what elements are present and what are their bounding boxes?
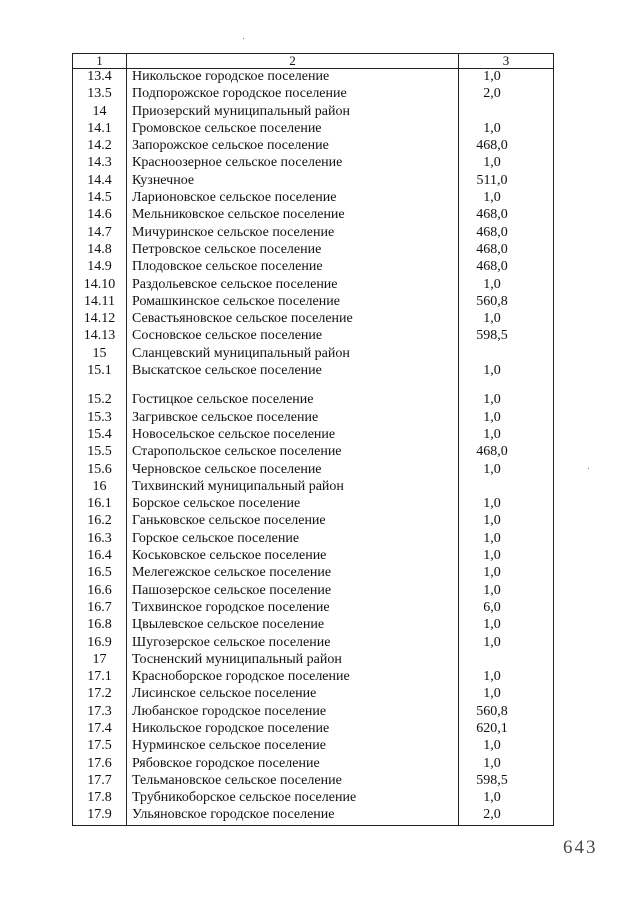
table-row bbox=[73, 380, 554, 392]
row-value: 1,0 bbox=[459, 738, 554, 755]
table-row bbox=[73, 363, 554, 380]
table-row bbox=[73, 583, 554, 600]
row-number bbox=[73, 380, 127, 392]
table-row bbox=[73, 311, 554, 328]
row-value: 1,0 bbox=[459, 496, 554, 513]
table-row bbox=[73, 531, 554, 548]
row-value: 598,5 bbox=[459, 328, 554, 345]
table-row bbox=[73, 496, 554, 513]
row-value: 1,0 bbox=[459, 410, 554, 427]
row-number: 14.4 bbox=[73, 173, 127, 190]
row-value: 1,0 bbox=[459, 155, 554, 172]
table-row bbox=[73, 410, 554, 427]
table-row bbox=[73, 790, 554, 807]
table-row bbox=[73, 686, 554, 703]
row-value: 6,0 bbox=[459, 600, 554, 617]
row-number: 14.6 bbox=[73, 207, 127, 224]
row-value bbox=[459, 479, 554, 496]
row-value: 468,0 bbox=[459, 242, 554, 259]
settlement-name: Борское сельское поселение bbox=[127, 496, 459, 513]
header-col-2: 2 bbox=[127, 54, 459, 69]
table-row bbox=[73, 242, 554, 259]
row-number: 14.5 bbox=[73, 190, 127, 207]
row-value: 1,0 bbox=[459, 756, 554, 773]
row-value: 620,1 bbox=[459, 721, 554, 738]
row-number: 15.2 bbox=[73, 392, 127, 409]
row-value: 2,0 bbox=[459, 86, 554, 103]
table-row bbox=[73, 138, 554, 155]
row-value: 468,0 bbox=[459, 259, 554, 276]
settlement-name: Старопольское сельское поселение bbox=[127, 444, 459, 461]
table-row bbox=[73, 548, 554, 565]
row-number: 14.13 bbox=[73, 328, 127, 345]
settlement-name: Любанское городское поселение bbox=[127, 704, 459, 721]
row-number: 13.4 bbox=[73, 69, 127, 87]
settlement-name: Рябовское городское поселение bbox=[127, 756, 459, 773]
row-number: 14.1 bbox=[73, 121, 127, 138]
row-number: 14.11 bbox=[73, 294, 127, 311]
settlement-name: Никольское городское поселение bbox=[127, 721, 459, 738]
row-number: 17.6 bbox=[73, 756, 127, 773]
settlement-name: Сосновское сельское поселение bbox=[127, 328, 459, 345]
row-number: 17.9 bbox=[73, 807, 127, 825]
settlement-name: Ромашкинское сельское поселение bbox=[127, 294, 459, 311]
table-row bbox=[73, 69, 554, 87]
settlement-name: Мелегежское сельское поселение bbox=[127, 565, 459, 582]
table-row bbox=[73, 513, 554, 530]
row-value: 1,0 bbox=[459, 190, 554, 207]
row-value: 1,0 bbox=[459, 790, 554, 807]
table-row bbox=[73, 635, 554, 652]
settlement-name: Шугозерское сельское поселение bbox=[127, 635, 459, 652]
settlement-name bbox=[127, 380, 459, 392]
settlement-name: Загривское сельское поселение bbox=[127, 410, 459, 427]
settlement-name: Коськовское сельское поселение bbox=[127, 548, 459, 565]
row-value: 468,0 bbox=[459, 225, 554, 242]
settlement-name: Подпорожское городское поселение bbox=[127, 86, 459, 103]
row-value bbox=[459, 346, 554, 363]
settlement-name: Выскатское сельское поселение bbox=[127, 363, 459, 380]
row-value: 1,0 bbox=[459, 583, 554, 600]
scan-speck bbox=[588, 468, 589, 469]
row-number: 17.8 bbox=[73, 790, 127, 807]
row-value: 2,0 bbox=[459, 807, 554, 825]
header-col-1: 1 bbox=[73, 54, 127, 69]
settlement-name: Красноборское городское поселение bbox=[127, 669, 459, 686]
settlement-name: Севастьяновское сельское поселение bbox=[127, 311, 459, 328]
table-row bbox=[73, 444, 554, 461]
table-row bbox=[73, 565, 554, 582]
row-number: 17.1 bbox=[73, 669, 127, 686]
row-value: 598,5 bbox=[459, 773, 554, 790]
table-row bbox=[73, 207, 554, 224]
table-row bbox=[73, 721, 554, 738]
table-row bbox=[73, 427, 554, 444]
table-row bbox=[73, 669, 554, 686]
table-row bbox=[73, 104, 554, 121]
table-row bbox=[73, 652, 554, 669]
table-row bbox=[73, 190, 554, 207]
row-number: 17.5 bbox=[73, 738, 127, 755]
row-number: 15.3 bbox=[73, 410, 127, 427]
settlement-name: Приозерский муниципальный район bbox=[127, 104, 459, 121]
row-value: 1,0 bbox=[459, 635, 554, 652]
table-row bbox=[73, 756, 554, 773]
settlement-name: Мичуринское сельское поселение bbox=[127, 225, 459, 242]
row-number: 16.4 bbox=[73, 548, 127, 565]
row-value: 1,0 bbox=[459, 427, 554, 444]
row-number: 14.10 bbox=[73, 277, 127, 294]
page-number: 643 bbox=[563, 837, 598, 858]
row-value: 1,0 bbox=[459, 462, 554, 479]
settlement-name: Гостицкое сельское поселение bbox=[127, 392, 459, 409]
settlement-name: Сланцевский муниципальный район bbox=[127, 346, 459, 363]
row-value: 1,0 bbox=[459, 69, 554, 87]
row-number: 17.3 bbox=[73, 704, 127, 721]
settlement-name: Запорожское сельское поселение bbox=[127, 138, 459, 155]
row-value: 468,0 bbox=[459, 444, 554, 461]
table-row bbox=[73, 294, 554, 311]
row-number: 14.2 bbox=[73, 138, 127, 155]
row-value: 560,8 bbox=[459, 704, 554, 721]
table-row bbox=[73, 277, 554, 294]
row-number: 15.1 bbox=[73, 363, 127, 380]
table-row bbox=[73, 328, 554, 345]
row-value: 1,0 bbox=[459, 311, 554, 328]
settlement-name: Цвылевское сельское поселение bbox=[127, 617, 459, 634]
row-value: 1,0 bbox=[459, 121, 554, 138]
table-row bbox=[73, 86, 554, 103]
row-number: 13.5 bbox=[73, 86, 127, 103]
table-row bbox=[73, 173, 554, 190]
settlement-name: Ларионовское сельское поселение bbox=[127, 190, 459, 207]
settlement-name: Плодовское сельское поселение bbox=[127, 259, 459, 276]
settlement-name: Тихвинское городское поселение bbox=[127, 600, 459, 617]
settlement-name: Горское сельское поселение bbox=[127, 531, 459, 548]
settlement-name: Тельмановское сельское поселение bbox=[127, 773, 459, 790]
table-row bbox=[73, 346, 554, 363]
row-value: 1,0 bbox=[459, 363, 554, 380]
row-number: 16.2 bbox=[73, 513, 127, 530]
table-row bbox=[73, 773, 554, 790]
row-number: 14.3 bbox=[73, 155, 127, 172]
row-number: 16.6 bbox=[73, 583, 127, 600]
settlement-name: Громовское сельское поселение bbox=[127, 121, 459, 138]
table-row bbox=[73, 225, 554, 242]
table-body bbox=[73, 69, 554, 826]
table-row bbox=[73, 479, 554, 496]
row-value: 1,0 bbox=[459, 277, 554, 294]
row-value: 1,0 bbox=[459, 669, 554, 686]
settlement-name: Мельниковское сельское поселение bbox=[127, 207, 459, 224]
row-number: 15.5 bbox=[73, 444, 127, 461]
row-value: 1,0 bbox=[459, 617, 554, 634]
settlement-name: Красноозерное сельское поселение bbox=[127, 155, 459, 172]
row-value: 560,8 bbox=[459, 294, 554, 311]
settlement-name: Трубникоборское сельское поселение bbox=[127, 790, 459, 807]
table-row bbox=[73, 738, 554, 755]
row-number: 16.9 bbox=[73, 635, 127, 652]
row-number: 14.9 bbox=[73, 259, 127, 276]
row-value: 1,0 bbox=[459, 513, 554, 530]
settlement-name: Кузнечное bbox=[127, 173, 459, 190]
header-col-3: 3 bbox=[459, 54, 554, 69]
settlement-name: Черновское сельское поселение bbox=[127, 462, 459, 479]
row-number: 15.4 bbox=[73, 427, 127, 444]
row-value: 1,0 bbox=[459, 392, 554, 409]
row-number: 16.3 bbox=[73, 531, 127, 548]
row-number: 14.12 bbox=[73, 311, 127, 328]
row-value: 468,0 bbox=[459, 207, 554, 224]
row-number: 17.4 bbox=[73, 721, 127, 738]
row-value: 1,0 bbox=[459, 565, 554, 582]
table-row bbox=[73, 600, 554, 617]
row-number: 16.5 bbox=[73, 565, 127, 582]
row-number: 14.8 bbox=[73, 242, 127, 259]
row-value: 511,0 bbox=[459, 173, 554, 190]
settlement-name: Лисинское сельское поселение bbox=[127, 686, 459, 703]
settlement-name: Ульяновское городское поселение bbox=[127, 807, 459, 825]
row-number: 17 bbox=[73, 652, 127, 669]
row-value: 468,0 bbox=[459, 138, 554, 155]
settlements-table bbox=[72, 53, 554, 826]
row-value: 1,0 bbox=[459, 531, 554, 548]
table-row bbox=[73, 807, 554, 825]
table-row bbox=[73, 704, 554, 721]
row-number: 16.1 bbox=[73, 496, 127, 513]
row-value bbox=[459, 652, 554, 669]
row-number: 16.7 bbox=[73, 600, 127, 617]
settlement-name: Тосненский муниципальный район bbox=[127, 652, 459, 669]
table-row bbox=[73, 155, 554, 172]
row-number: 15.6 bbox=[73, 462, 127, 479]
table-row bbox=[73, 462, 554, 479]
table-row bbox=[73, 121, 554, 138]
table-row bbox=[73, 392, 554, 409]
table-row bbox=[73, 259, 554, 276]
settlement-name: Ганьковское сельское поселение bbox=[127, 513, 459, 530]
row-number: 16 bbox=[73, 479, 127, 496]
table-header-row bbox=[73, 54, 554, 69]
settlement-name: Никольское городское поселение bbox=[127, 69, 459, 87]
row-value: 1,0 bbox=[459, 548, 554, 565]
scan-speck bbox=[243, 38, 244, 39]
row-number: 17.7 bbox=[73, 773, 127, 790]
settlement-name: Тихвинский муниципальный район bbox=[127, 479, 459, 496]
row-number: 14 bbox=[73, 104, 127, 121]
settlement-name: Новосельское сельское поселение bbox=[127, 427, 459, 444]
table-row bbox=[73, 617, 554, 634]
settlement-name: Нурминское сельское поселение bbox=[127, 738, 459, 755]
row-number: 17.2 bbox=[73, 686, 127, 703]
row-number: 14.7 bbox=[73, 225, 127, 242]
settlement-name: Пашозерское сельское поселение bbox=[127, 583, 459, 600]
row-value bbox=[459, 104, 554, 121]
row-number: 15 bbox=[73, 346, 127, 363]
row-value bbox=[459, 380, 554, 392]
row-value: 1,0 bbox=[459, 686, 554, 703]
row-number: 16.8 bbox=[73, 617, 127, 634]
settlement-name: Петровское сельское поселение bbox=[127, 242, 459, 259]
settlement-name: Раздольевское сельское поселение bbox=[127, 277, 459, 294]
